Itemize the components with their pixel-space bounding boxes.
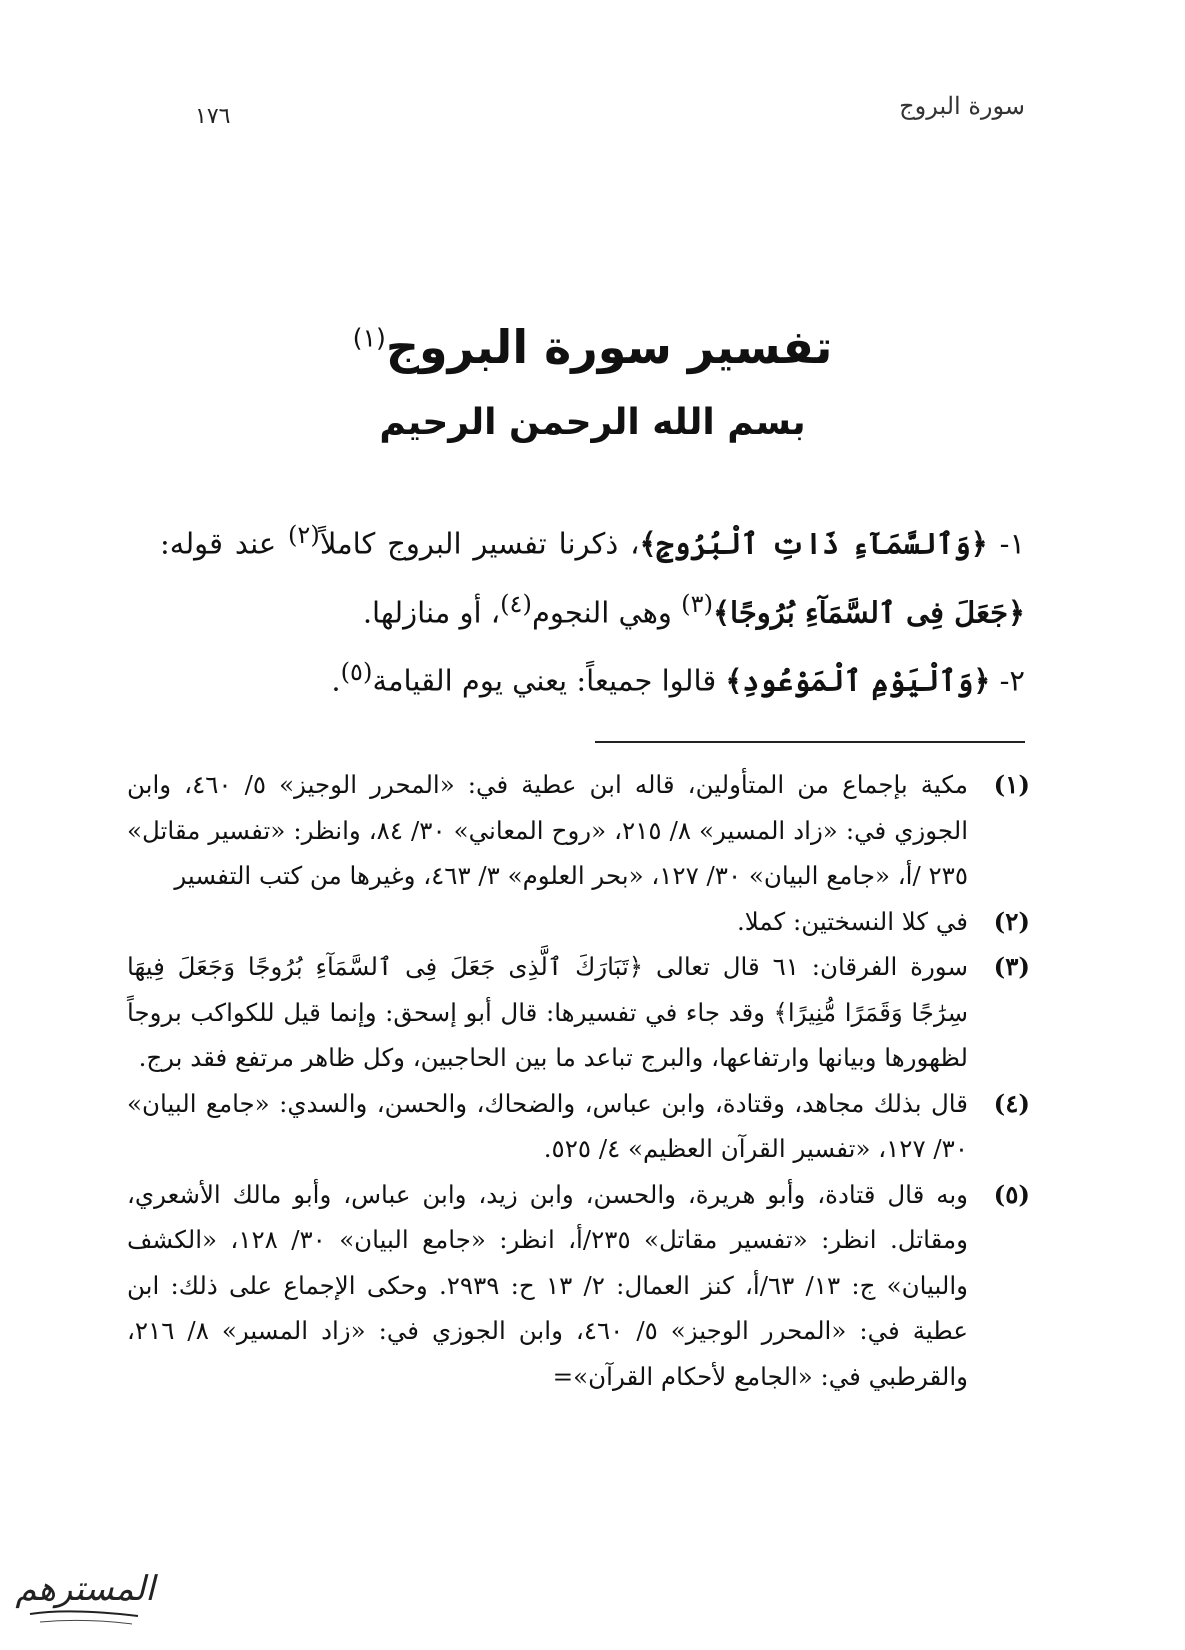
note-ref: (٥) [340,658,373,687]
footnotes-section [127,762,1030,1399]
quran-quote: ﴿وَٱلسَّمَآءِ ذَاتِ ٱلْبُرُوجِ﴾ [639,526,988,561]
verse-text: ، ذكرنا تفسير البروج كاملاً [319,526,640,561]
footnote [127,1081,1030,1172]
footnote-number: (٥) [993,1179,1030,1209]
footnote-divider [595,741,1025,743]
verse-number: ١- [999,526,1026,561]
footnote-number: (٢) [993,906,1030,936]
footnote [127,899,1030,945]
verse-text: عند قوله: [160,526,288,561]
note-ref: (٢) [287,521,320,549]
footnote [127,944,1030,1081]
stamp-text: المسترهم [15,1569,155,1609]
basmala: بسم الله الرحمن الرحيم [379,402,806,443]
verse-2 [160,642,1025,711]
surah-title [0,320,1185,374]
verse-number: ٢- [999,663,1025,698]
verse-text: . [331,663,341,698]
footnote-text: في كلا النسختين: كملا. [736,906,968,936]
verse-1 [160,505,1025,642]
title-note-ref: (١) [352,323,386,353]
stamp-calligraphy-icon [10,1558,160,1630]
library-stamp-logo [10,1558,160,1630]
footnote-text: مكية بإجماع من المتأولين، قاله ابن عطية في: «المحرر الوجيز» ٥/ ٤٦٠، وابن الجوزي في: «زاد المسير» ٨/ ٢١٥، «روح المعاني» ٣٠/ ٨٤، وانظر: «تفسير مقاتل» ٢٣٥ /أ، «جامع البيان» ٣٠/ ١٢٧، «بحر العلوم» ٣/ ٤٦٣، وغيرها من كتب التفسير [127,770,969,890]
verses-section [160,505,1025,711]
verse-text: ، أو منازلها. [362,595,501,630]
footnote [127,762,1030,899]
page-number: ١٧٦ [195,104,231,129]
footnote [127,1172,1030,1400]
footnote-number: (٣) [993,952,1030,981]
verse-text: قالوا جميعاً: يعني يوم القيامة [372,663,726,698]
footnote-number: (٤) [993,1088,1030,1118]
note-ref: (٣) [681,589,714,618]
footnote-number: (١) [993,770,1030,799]
surah-title-text: تفسير سورة البروج [385,320,833,374]
quran-quote: ﴿وَٱلْيَوْمِ ٱلْمَوْعُودِ﴾ [725,663,991,698]
footnote-text: وبه قال قتادة، وأبو هريرة، والحسن، وابن زيد، وابن عباس، وأبو مالك الأشعري، ومقاتل. انظر: «تفسير مقاتل» ٢٣٥/أ، انظر: «جامع البيان» ٣٠/ ١٢٨، «الكشف والبيان» ج: ١٣/ ٦٣/أ، كنز العمال: ٢/ ١٣ ح: ٢٩٣٩. وحكى الإجماع على ذلك: ابن عطية في: «المحرر الوجيز» ٥/ ٤٦٠، وابن الجوزي في: «زاد المسير» ٨/ ٢١٦، والقرطبي في: «الجامع لأحكام القرآن»= [127,1179,969,1391]
footnote-text: قال بذلك مجاهد، وقتادة، وابن عباس، والضحاك، والحسن، والسدي: «جامع البيان» ٣٠/ ١٢٧، «تفسير القرآن العظيم» ٤/ ٥٢٥. [127,1088,968,1163]
quran-quote: ﴿جَعَلَ فِى ٱلسَّمَآءِ بُرُوجًا﴾ [713,595,1025,630]
note-ref: (٤) [500,589,532,618]
running-head: سورة البروج [899,92,1025,120]
verse-text: وهي النجوم [531,595,682,630]
footnote-text: سورة الفرقان: ٦١ قال تعالى ﴿تَبَارَكَ ٱلَّذِى جَعَلَ فِى ٱلسَّمَآءِ بُرُوجًا وَجَعَلَ فِيهَا سِرَٰجًا وَقَمَرًا مُّنِيرًا﴾ وقد جاء في تفسيرها: قال أبو إسحق: وإنما قيل للكواكب بروجاً لظهورها وبيانها وارتفاعها، والبرج تباعد ما بين الحاجبين، وكل ظاهر مرتفع فقد برج. [127,952,968,1072]
